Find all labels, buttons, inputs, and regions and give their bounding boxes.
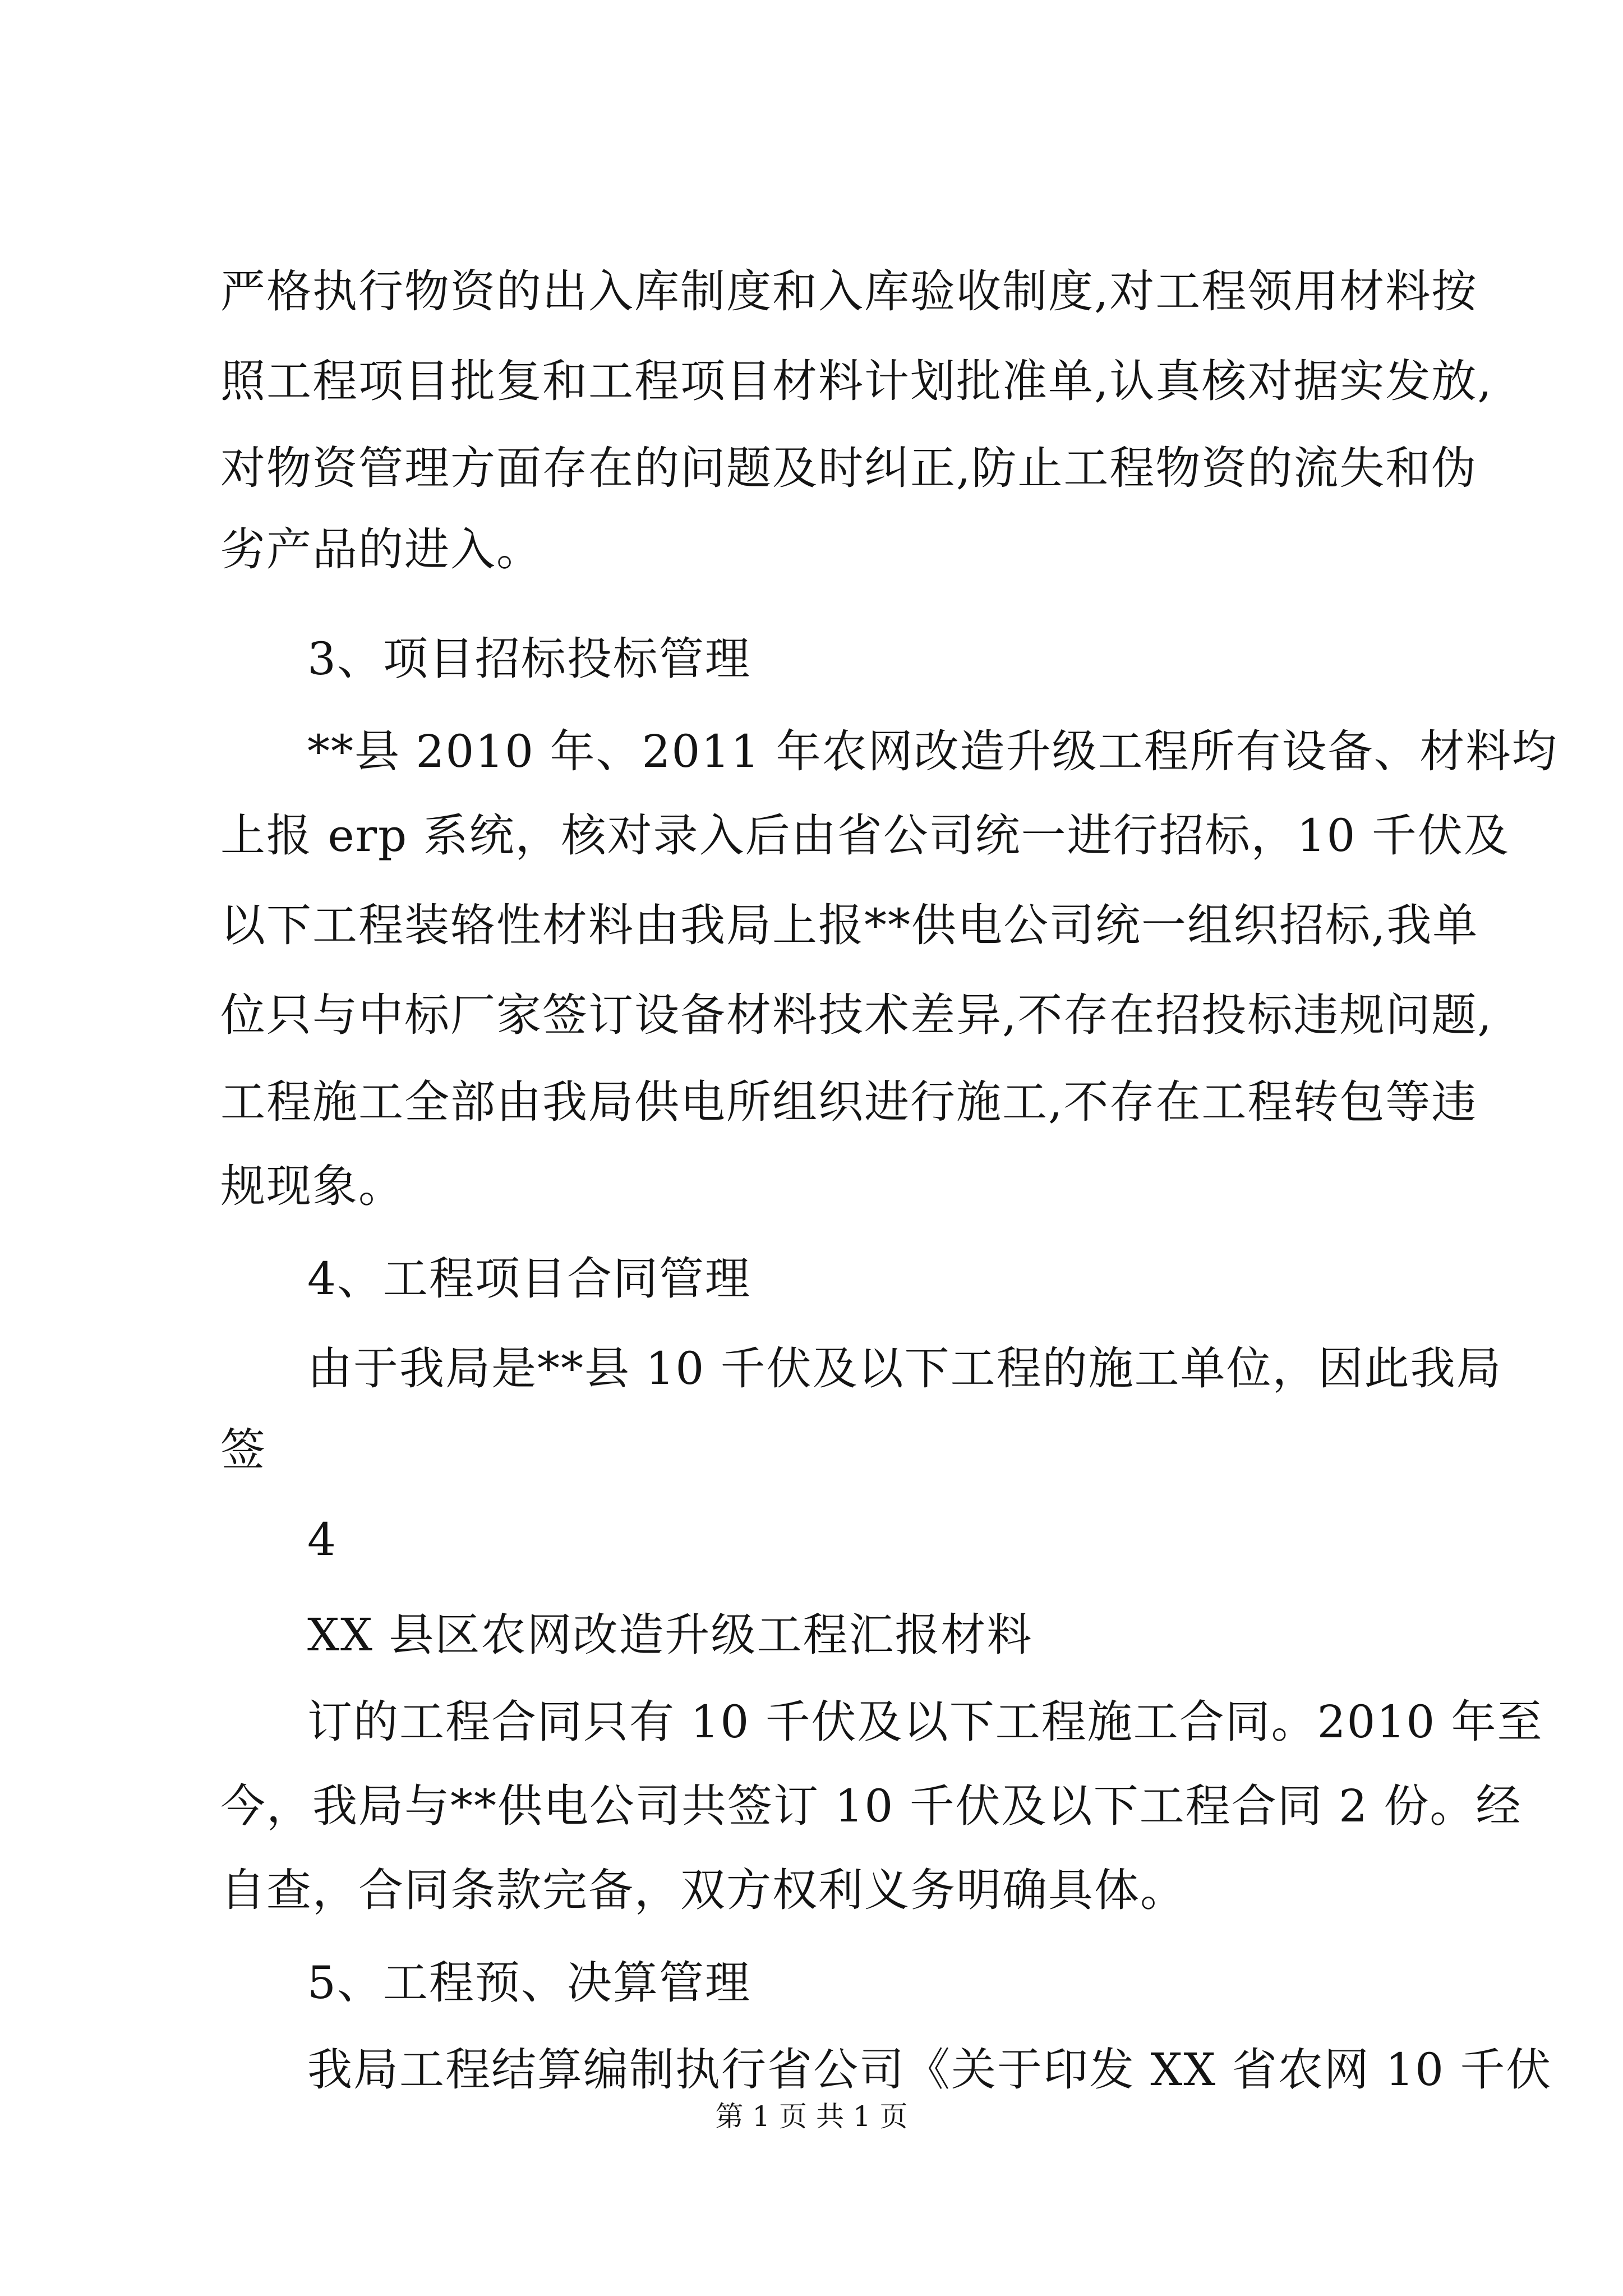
paragraph-line: 签 bbox=[220, 1424, 266, 1476]
paragraph-line: 由于我局是**县 10 千伏及以下工程的施工单位，因此我局 bbox=[307, 1342, 1502, 1395]
paragraph-line: 以下工程装辂性材料由我局上报**供电公司统一组织招标,我单 bbox=[220, 899, 1479, 951]
section-heading: 3、项目招标投标管理 bbox=[307, 633, 751, 685]
paragraph-line: 订的工程合同只有 10 千伏及以下工程施工合同。2010 年至 bbox=[307, 1696, 1543, 1748]
paragraph-line: 对物资管理方面存在的问题及时纠正,防止工程物资的流失和伪 bbox=[220, 442, 1478, 494]
paragraph-line: 上报 erp 系统，核对录入后由省公司统一进行招标，10 千伏及 bbox=[220, 809, 1510, 862]
section-heading: 5、工程预、决算管理 bbox=[307, 1957, 751, 2009]
paragraph-line: 严格执行物资的出入库制度和入库验收制度,对工程领用材料按 bbox=[220, 265, 1478, 318]
page-number-marker: 4 bbox=[307, 1513, 337, 1566]
paragraph-line: 我局工程结算编制执行省公司《关于印发 XX 省农网 10 千伏 bbox=[307, 2044, 1552, 2096]
paragraph-line: 自查，合同条款完备，双方权利义务明确具体。 bbox=[220, 1864, 1186, 1916]
paragraph-line: 今，我局与**供电公司共签订 10 千伏及以下工程合同 2 份。经 bbox=[220, 1780, 1522, 1832]
paragraph-line: 劣产品的进入。 bbox=[220, 523, 542, 576]
paragraph-line: 照工程项目批复和工程项目材料计划批准单,认真核对据实发放, bbox=[220, 355, 1493, 407]
page-footer: 第 1 页 共 1 页 bbox=[715, 2100, 908, 2133]
running-header: XX 县区农网改造升级工程汇报材料 bbox=[307, 1609, 1033, 1661]
paragraph-line: 位只与中标厂家签订设备材料技术差异,不存在招投标违规问题, bbox=[220, 989, 1493, 1041]
paragraph-line: 规现象。 bbox=[220, 1160, 404, 1212]
paragraph-line: 工程施工全部由我局供电所组织进行施工,不存在工程转包等违 bbox=[220, 1076, 1478, 1128]
paragraph-line: **县 2010 年、2011 年农网改造升级工程所有设备、材料均 bbox=[307, 725, 1558, 777]
section-heading: 4、工程项目合同管理 bbox=[307, 1253, 751, 1305]
